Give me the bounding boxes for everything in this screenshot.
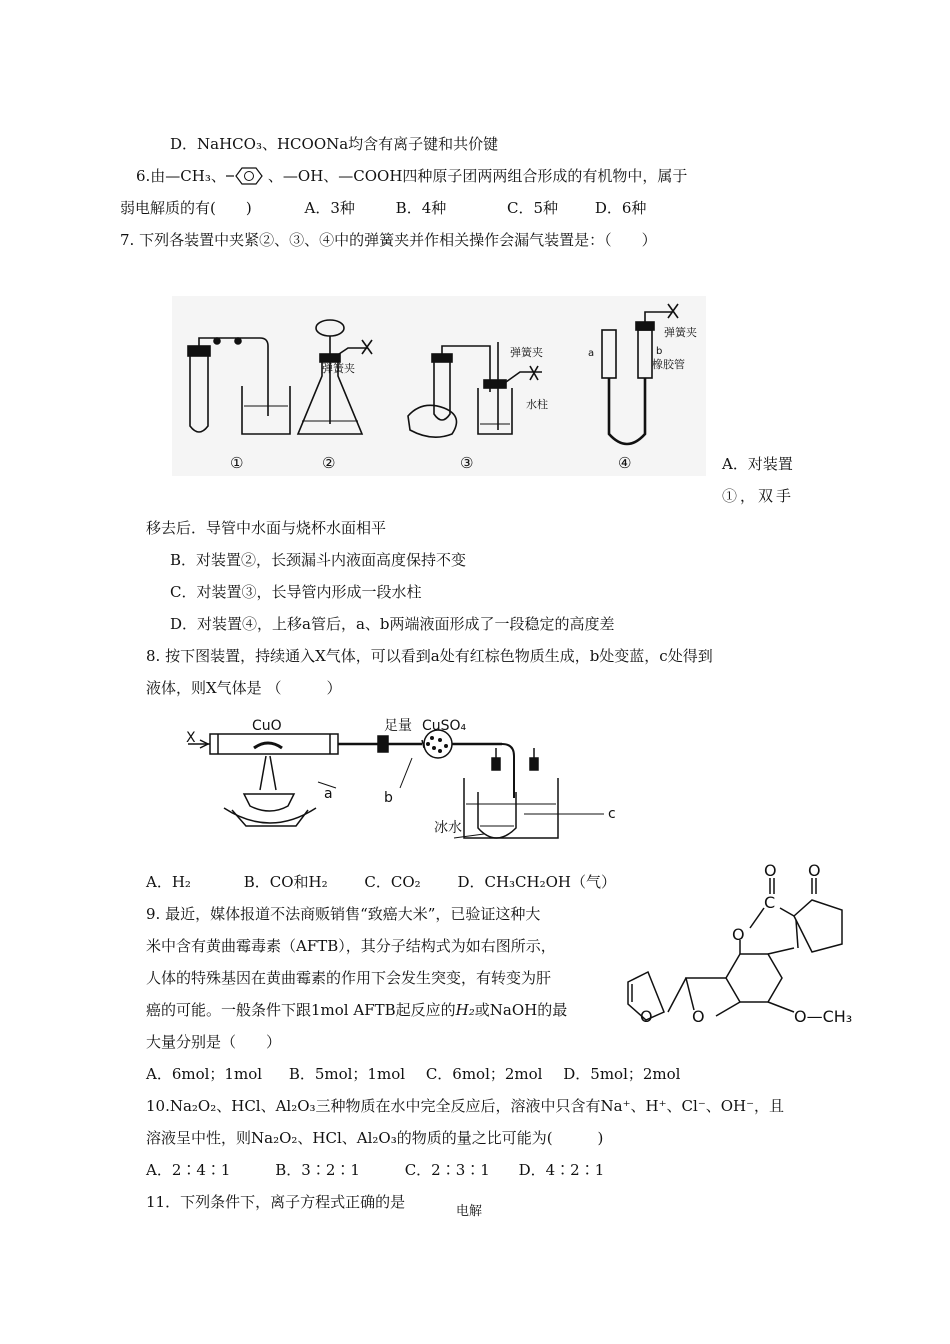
fig-icewater-label: 冰水 <box>434 820 462 836</box>
q5-option-d: D．NaHCO₃、HCOONa均含有离子键和共价键 <box>170 135 499 153</box>
q6-stem-part-c: 弱电解质的有( ) <box>120 199 252 217</box>
apparatus-1 <box>188 338 290 434</box>
q10-option-a: A．2∶4∶1 <box>146 1161 231 1179</box>
q8-stem-line2: 液体，则X气体是 （ ） <box>146 679 342 697</box>
q9-option-a: A．6mol；1mol <box>146 1065 263 1083</box>
q9-line3: 人体的特殊基因在黄曲霉素的作用下会发生突变，有转变为肝 <box>146 969 552 987</box>
q9-line4-part-b: 或NaOH的最 <box>474 1001 568 1019</box>
q6-option-d: D．6种 <box>594 199 647 217</box>
fig-sufficient-label: 足量 <box>384 718 412 734</box>
fig-b-label: b <box>384 790 393 806</box>
q11-stem: 11．下列条件下，离子方程式正确的是 <box>146 1193 406 1211</box>
struct-o-3: O <box>732 925 745 944</box>
q9-line4 <box>146 1000 567 1020</box>
q8-stem-line1: 8. 按下图装置，持续通入X气体，可以看到a处有红棕色物质生成，b处变蓝，c处得到 <box>146 647 713 665</box>
fig-cuo-label: CuO <box>252 718 282 734</box>
q10-options <box>146 1160 604 1180</box>
apparatus-2 <box>298 320 372 434</box>
q6-option-b: B．4种 <box>395 199 447 217</box>
q7-apparatus-figure <box>172 296 706 476</box>
q9-option-c: C．6mol；2mol <box>425 1065 543 1083</box>
q9-option-d: D．5mol；2mol <box>563 1065 681 1083</box>
benzene-ring-icon <box>226 166 268 186</box>
q8-option-c: C．CO₂ <box>364 873 421 891</box>
q8-options <box>146 872 616 892</box>
q7-option-a-part3: 移去后．导管中水面与烧杯水面相平 <box>146 519 387 537</box>
q6-option-c: C．5种 <box>507 199 559 217</box>
label-water-column: 水柱 <box>526 398 548 411</box>
struct-o-2: O <box>808 861 821 880</box>
q11-electrolysis-label: 电解 <box>456 1204 483 1219</box>
label-a: a <box>588 348 595 359</box>
struct-o-5: O <box>692 1007 705 1026</box>
label-clip-4: 弹簧夹 <box>664 326 697 339</box>
q9-line2: 米中含有黄曲霉毒素（AFTB），其分子结构式为如右图所示， <box>146 937 556 955</box>
apparatus-4 <box>602 304 678 444</box>
figure-label-3: ③ <box>460 454 474 472</box>
q10-line1: 10.Na₂O₂、HCl、Al₂O₃三种物质在水中完全反应后，溶液中只含有Na⁺、H⁺、Cl⁻、OH⁻，且 <box>146 1097 785 1115</box>
q10-option-b: B．3∶2∶1 <box>275 1161 360 1179</box>
label-rubber-tube: 橡胶管 <box>652 358 685 371</box>
q7-option-b: B．对装置②，长颈漏斗内液面高度保持不变 <box>170 551 467 569</box>
q7-option-a-part1: A．对装置 <box>722 455 793 473</box>
label-clip-2: 弹簧夹 <box>322 362 355 375</box>
q8-option-a: A．H₂ <box>146 873 191 891</box>
q6-option-a: A．3种 <box>304 199 355 217</box>
figure-label-4: ④ <box>618 454 632 472</box>
q8-option-b: B．CO和H₂ <box>243 873 328 891</box>
struct-o-4: O <box>640 1007 653 1026</box>
figure-label-2: ② <box>322 454 336 472</box>
q6-stem-line2 <box>120 198 646 218</box>
q8-option-d: D．CH₃CH₂OH（气） <box>457 873 617 891</box>
q9-line4-part-a: 癌的可能。一般条件下跟1mol AFTB起反应的 <box>146 1001 456 1019</box>
q9-h2: H₂ <box>455 1001 475 1019</box>
fig-c-label: c <box>608 806 616 822</box>
q6-stem-part-b: 、—OH、—COOH四种原子团两两组合形成的有机物中，属于 <box>267 167 688 185</box>
q6-stem-line1 <box>136 166 687 186</box>
q9-line1: 9. 最近，媒体报道不法商贩销售“致癌大米”，已验证这种大 <box>146 905 541 923</box>
struct-o-1: O <box>764 861 777 880</box>
fig-cuso4-label: CuSO₄ <box>422 718 467 734</box>
q9-line5: 大量分别是（ ） <box>146 1033 282 1051</box>
q10-option-c: C．2∶3∶1 <box>404 1161 490 1179</box>
q7-option-d: D．对装置④，上移a管后，a、b两端液面形成了一段稳定的高度差 <box>170 615 615 633</box>
q10-line2: 溶液呈中性，则Na₂O₂、HCl、Al₂O₃的物质的量之比可能为( ) <box>146 1129 604 1147</box>
q6-stem-part-a: 6.由—CH₃、 <box>136 167 226 185</box>
q10-option-d: D．4∶2∶1 <box>518 1161 605 1179</box>
label-b: b <box>656 346 663 357</box>
q7-option-a-part2: ①，双手 <box>722 487 795 505</box>
figure-label-1: ① <box>230 454 244 472</box>
struct-c: C <box>764 893 776 912</box>
aftb-structure-figure <box>624 860 884 1036</box>
label-clip-3: 弹簧夹 <box>510 346 543 359</box>
q9-options <box>146 1064 680 1084</box>
fig-a-label: a <box>324 786 333 802</box>
q7-stem: 7. 下列各装置中夹紧②、③、④中的弹簧夹并作相关操作会漏气装置是：（ ） <box>120 231 657 249</box>
q7-option-c: C．对装置③，长导管内形成一段水柱 <box>170 583 422 601</box>
struct-och3: O—CH₃ <box>794 1007 853 1026</box>
q9-option-b: B．5mol；1mol <box>288 1065 406 1083</box>
fig-x-label: X <box>186 730 196 746</box>
q8-apparatus-figure <box>184 718 644 858</box>
